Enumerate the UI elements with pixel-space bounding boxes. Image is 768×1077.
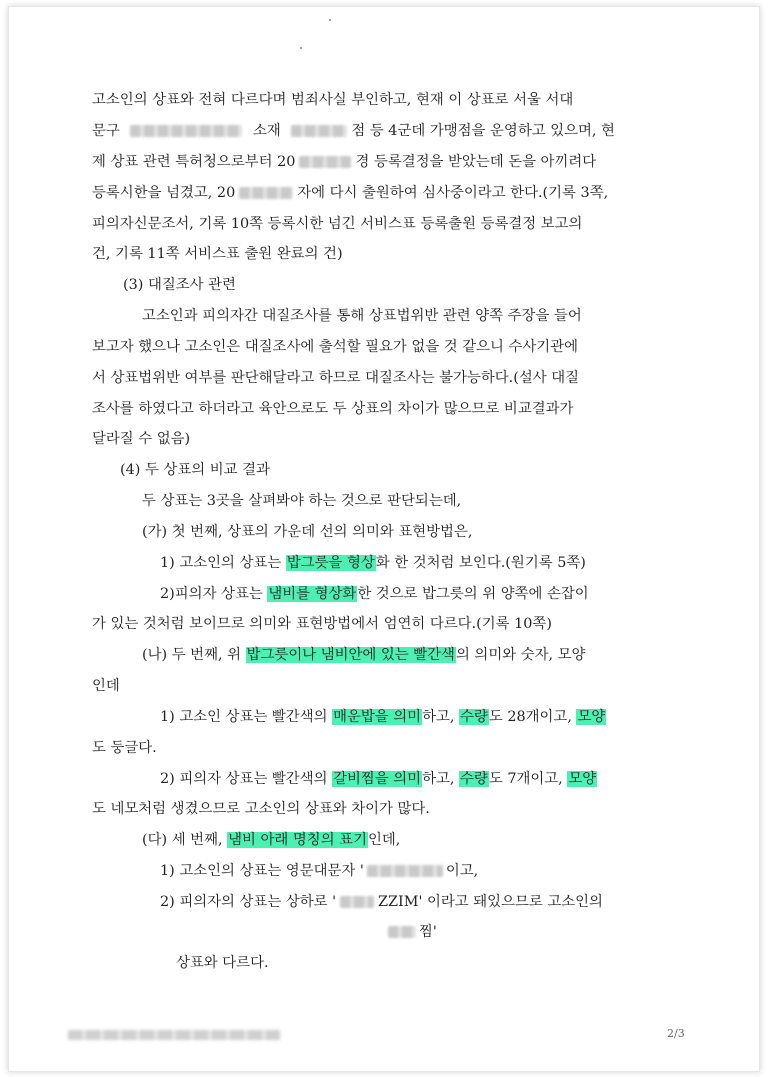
text-line: 가 있는 것처럼 보이므로 의미와 표현방법에서 엄연히 다르다.(기록 10쪽) — [92, 616, 552, 632]
highlight: 모양 — [568, 771, 597, 787]
highlight: 수량 — [460, 771, 488, 787]
text-line: 2)피의자 상표는 냄비를 형상화한 것으로 밥그릇의 위 양쪽에 손잡이 — [160, 586, 589, 602]
page-number: 2/3 — [667, 1027, 685, 1040]
section-heading: (4) 두 상표의 비교 결과 — [120, 462, 270, 478]
text-line: 상표와 다르다. — [176, 955, 269, 971]
text-line: 보고자 했으나 고소인은 대질조사에 출석할 필요가 없을 것 같으니 수사기관에 — [92, 339, 579, 355]
text-line: 두 상표는 3곳을 살펴봐야 하는 것으로 판단되는데, — [142, 493, 462, 509]
text-line: 도 네모처럼 생겼으므로 고소인의 상표와 차이가 많다. — [92, 801, 430, 817]
redacted-brand-name — [367, 865, 443, 877]
text-line: 피의자신문조서, 기록 10쪽 등록시한 넘긴 서비스표 등록출원 등록결정 보고의 — [92, 216, 583, 232]
text-line: 제 상표 관련 특허청으로부터 20 경 등록결정을 받았는데 돈을 아끼려다 — [92, 154, 597, 170]
text-line: 등록시한을 넘겼고, 20 자에 다시 출원하여 심사중이라고 한다.(기록 3쪽, — [92, 185, 609, 201]
highlight: 갈비찜을 의미 — [333, 771, 422, 787]
text-line: 고소인과 피의자간 대질조사를 통해 상표법위반 관련 양쪽 주장을 들어 — [142, 308, 582, 324]
text-line: 인데 — [92, 678, 120, 694]
text-line: 2) 피의자의 상표는 상하로 ' ZZIM' 이라고 돼있으므로 고소인의 — [160, 894, 603, 910]
scan-speck — [329, 19, 331, 21]
text-line: 2) 피의자 상표는 빨간색의 갈비찜을 의미하고, 수량도 7개이고, 모양 — [160, 771, 597, 787]
highlight: 밥그릇이나 냄비안에 있는 빨간색 — [246, 647, 455, 663]
redacted-brand-name — [340, 896, 374, 908]
highlight: 냄비 아래 명칭의 표기 — [228, 832, 367, 848]
text-line: (나) 두 번째, 위 밥그릇이나 냄비안에 있는 빨간색의 의미와 숫자, 모양 — [142, 647, 586, 663]
section-heading: (3) 대질조사 관련 — [123, 277, 236, 293]
highlight: 매운밥을 의미 — [333, 709, 422, 725]
highlight: 냄비를 형상화 — [268, 586, 357, 602]
redacted-date — [299, 156, 351, 168]
text-line: (가) 첫 번째, 상표의 가운데 선의 의미와 표현방법은, — [142, 524, 473, 540]
text-line: 1) 고소인의 상표는 영문대문자 ' 이고, — [160, 863, 479, 879]
text-line: (다) 세 번째, 냄비 아래 명칭의 표기인데, — [142, 832, 401, 848]
text-line: 찜' — [388, 922, 437, 942]
highlight: 밥그릇을 형상 — [286, 555, 375, 571]
redacted-brand-name — [388, 926, 416, 938]
text-line: 1) 고소인 상표는 빨간색의 매운밥을 의미하고, 수량도 28개이고, 모양 — [160, 709, 606, 725]
highlight: 수량 — [460, 709, 488, 725]
text-line: 건, 기록 11쪽 서비스표 출원 완료의 건) — [92, 246, 343, 262]
redacted-store-name — [291, 125, 347, 137]
text-line: 서 상표법위반 여부를 판단해달라고 하므로 대질조사는 불가능하다.(설사 대질 — [92, 370, 580, 386]
text-line: 도 둥글다. — [92, 740, 157, 756]
text-line: 조사를 하였다고 하더라고 육안으로도 두 상표의 차이가 많으므로 비교결과가 — [92, 401, 574, 417]
redacted-address — [130, 125, 242, 137]
scan-speck — [300, 47, 302, 49]
text-line: 고소인의 상표와 전혀 다르다며 범죄사실 부인하고, 현재 이 상표로 서울 서대 — [92, 92, 574, 108]
redacted-date — [239, 187, 293, 199]
text-line: 1) 고소인의 상표는 밥그릇을 형상화 한 것처럼 보인다.(원기록 5쪽) — [160, 555, 586, 571]
redacted-footer — [68, 1030, 280, 1040]
highlight: 모양 — [577, 709, 606, 725]
text-line: 문구 소재 점 등 4군데 가맹점을 운영하고 있으며, 현 — [92, 123, 615, 139]
text-line: 달라질 수 없음) — [92, 431, 191, 447]
